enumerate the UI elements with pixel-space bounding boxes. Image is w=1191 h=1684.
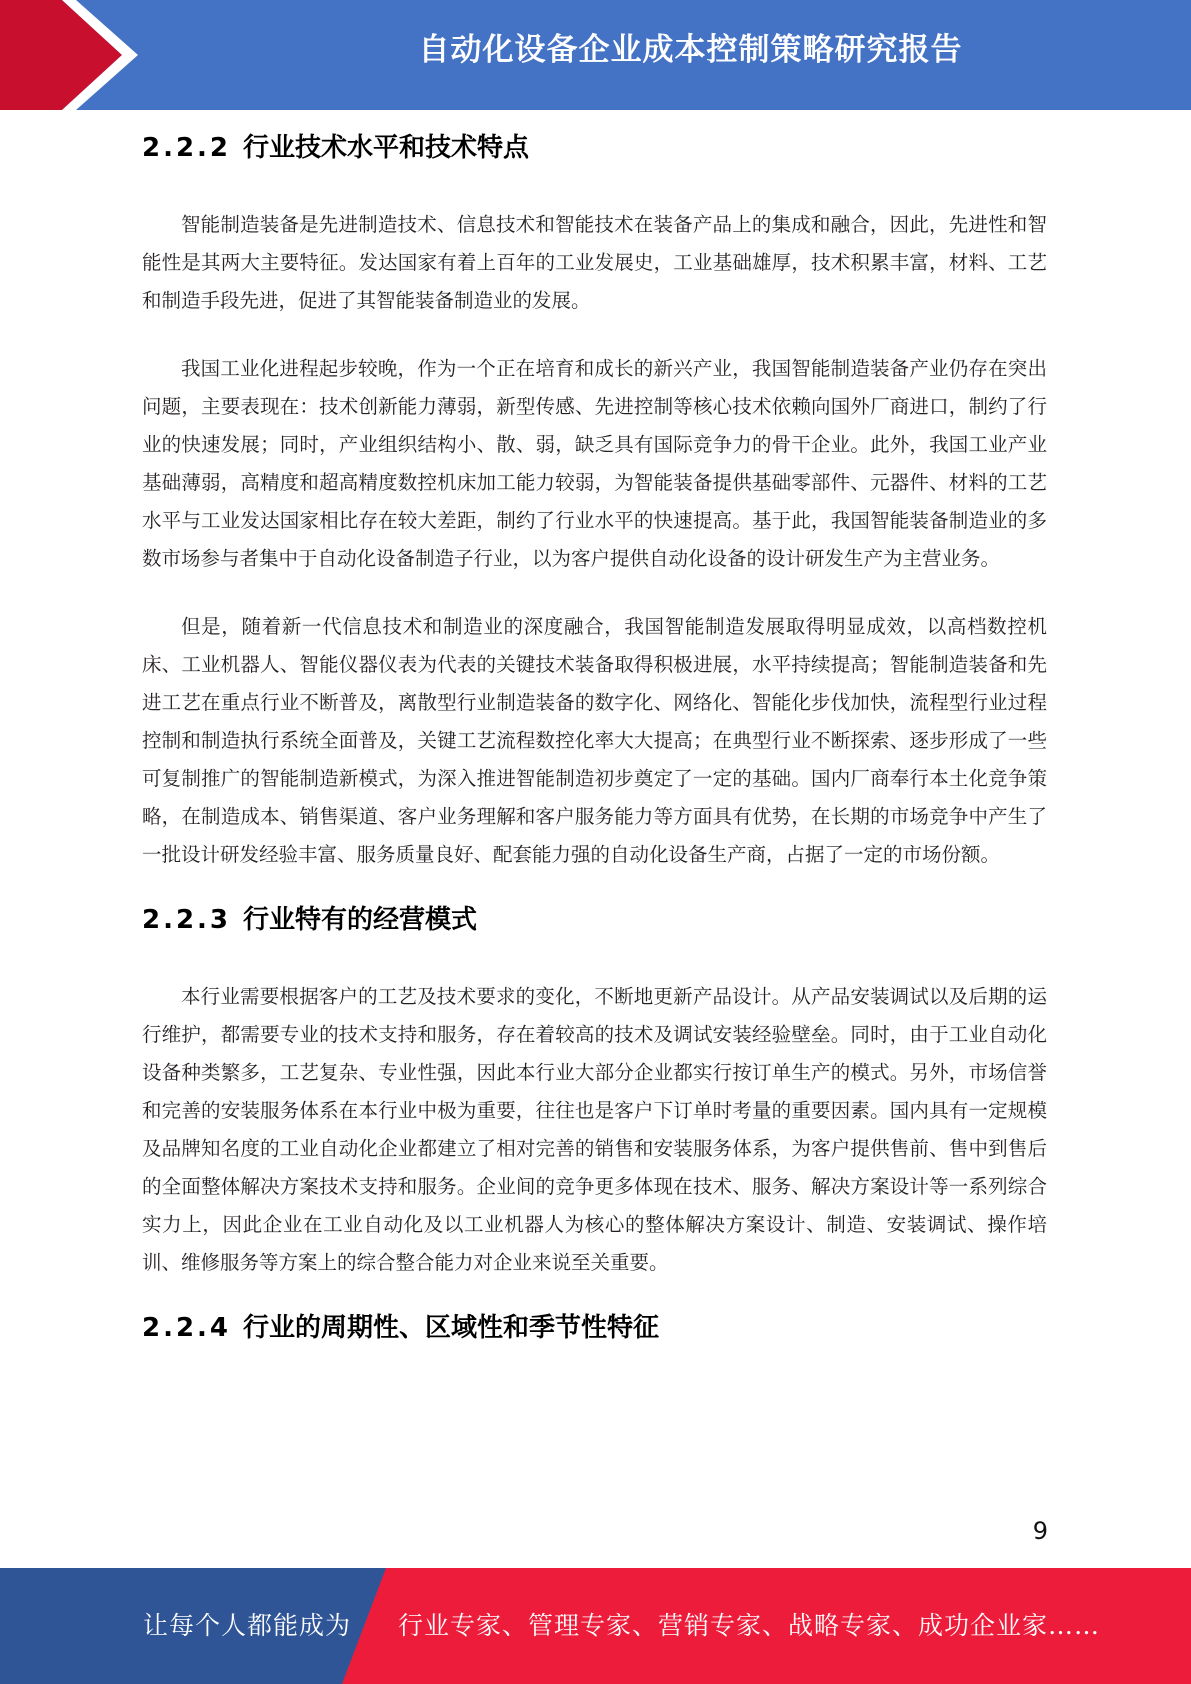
paragraph: 本行业需要根据客户的工艺及技术要求的变化，不断地更新产品设计。从产品安装调试以及后期的运行维护，都需要专业的技术支持和服务，存在着较高的技术及调试安装经验壁垒。同时，由于工业自动化设备种类繁多，工艺复杂、专业性强，因此本行业大部分企业都实行按订单生产的模式。另外，市场信誉和完善的安装服务体系在本行业中极为重要，往往也是客户下订单时考量的重要因素。国内具有一定规模及品牌知名度的工业自动化企业都建立了相对完善的销售和安装服务体系，为客户提供售前、售中到售后的全面整体解决方案技术支持和服务。企业间的竞争更多体现在技术、服务、解决方案设计等一系列综合实力上，因此企业在工业自动化及以工业机器人为核心的整体解决方案设计、制造、安装调试、操作培训、维修服务等方案上的综合整合能力对企业来说至关重要。 — [142, 985, 1047, 1274]
section-heading-2-2-4 — [142, 1300, 1047, 1356]
section-heading-2-2-2 — [142, 120, 1047, 176]
paragraph: 智能制造装备是先进制造技术、信息技术和智能技术在装备产品上的集成和融合，因此，先进性和智能性是其两大主要特征。发达国家有着上百年的工业发展史，工业基础雄厚，技术积累丰富，材料、工艺和制造手段先进，促进了其智能装备制造业的发展。 — [142, 213, 1047, 312]
section-number: 2.2.4 — [142, 1313, 232, 1343]
page-number: 9 — [1032, 1517, 1048, 1545]
report-title: 自动化设备企业成本控制策略研究报告 — [418, 32, 963, 68]
section-title: 行业的周期性、区域性和季节性特征 — [243, 1313, 660, 1343]
section-title: 行业技术水平和技术特点 — [243, 133, 530, 163]
page-footer-banner — [0, 1568, 1191, 1684]
paragraph: 我国工业化进程起步较晚，作为一个正在培育和成长的新兴产业，我国智能制造装备产业仍存在突出问题，主要表现在：技术创新能力薄弱，新型传感、先进控制等核心技术依赖向国外厂商进口，制约了行业的快速发展；同时，产业组织结构小、散、弱，缺乏具有国际竞争力的骨干企业。此外，我国工业产业基础薄弱，高精度和超高精度数控机床加工能力较弱，为智能装备提供基础零部件、元器件、材料的工艺水平与工业发达国家相比存在较大差距，制约了行业水平的快速提高。基于此，我国智能装备制造业的多数市场参与者集中于自动化设备制造子行业，以为客户提供自动化设备的设计研发生产为主营业务。 — [142, 357, 1047, 570]
footer-slogan: 让每个人都能成为 — [143, 1611, 352, 1640]
paragraph: 但是，随着新一代信息技术和制造业的深度融合，我国智能制造发展取得明显成效，以高档数控机床、工业机器人、智能仪器仪表为代表的关键技术装备取得积极进展，水平持续提高；智能制造装备和先进工艺在重点行业不断普及，离散型行业制造装备的数字化、网络化、智能化步伐加快，流程型行业过程控制和制造执行系统全面普及，关键工艺流程数控化率大大提高；在典型行业不断探索、逐步形成了一些可复制推广的智能制造新模式，为深入推进智能制造初步奠定了一定的基础。国内厂商奉行本土化竞争策略，在制造成本、销售渠道、客户业务理解和客户服务能力等方面具有优势，在长期的市场竞争中产生了一批设计研发经验丰富、服务质量良好、配套能力强的自动化设备生产商，占据了一定的市场份额。 — [142, 615, 1047, 866]
page-content — [142, 120, 1047, 1356]
section-heading-2-2-3 — [142, 892, 1047, 948]
section-number: 2.2.2 — [142, 133, 232, 163]
footer-roles-text: 行业专家、管理专家、营销专家、战略专家、成功企业家…… — [398, 1611, 1101, 1640]
page-header-banner — [0, 0, 1191, 110]
section-title: 行业特有的经营模式 — [243, 905, 478, 935]
section-number: 2.2.3 — [142, 905, 232, 935]
red-chevron-decoration — [0, 0, 160, 110]
